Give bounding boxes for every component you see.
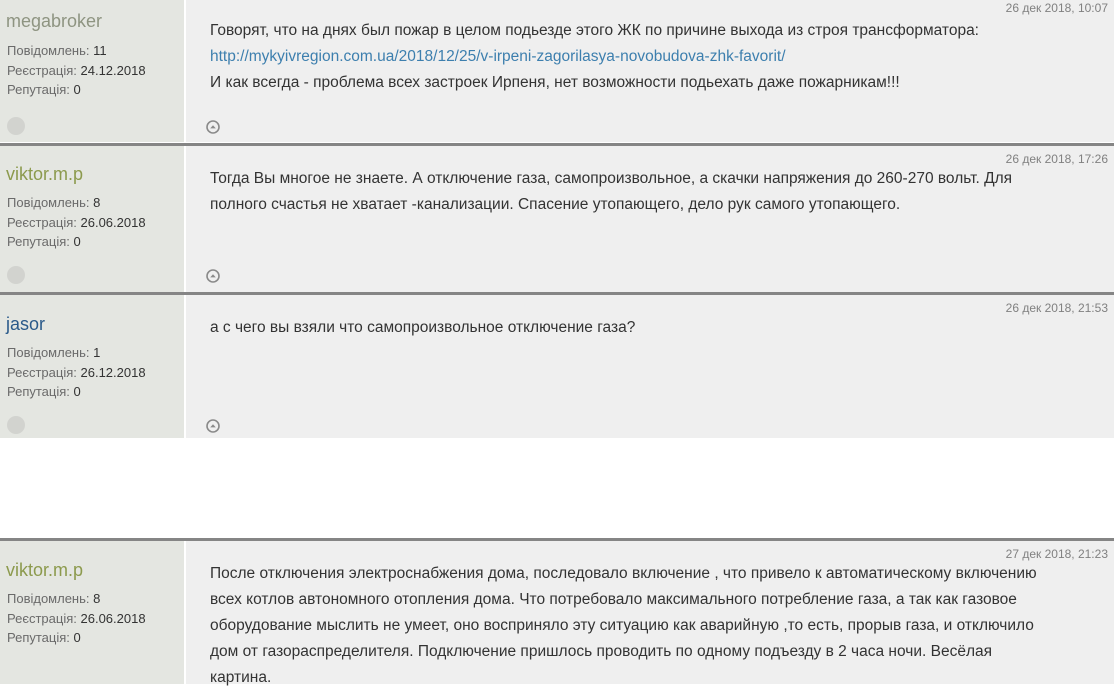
- posts-count: 1: [93, 345, 101, 360]
- online-status-icon: [7, 266, 25, 284]
- registered-date: 24.12.2018: [80, 62, 146, 78]
- post-date: 26 дек 2018, 10:07: [1005, 1, 1108, 15]
- reputation-label: Репутація:: [7, 630, 70, 645]
- username-link[interactable]: viktor.m.p: [6, 164, 84, 184]
- posts-label: Повідомлень:: [7, 591, 90, 606]
- user-stats: [7, 41, 146, 100]
- reputation-value: 0: [73, 82, 81, 97]
- message-pane: [186, 541, 1114, 684]
- forum-post: [0, 538, 1114, 684]
- registered-label: Реєстрація:: [7, 214, 77, 230]
- user-info-pane: [0, 541, 186, 684]
- posts-label: Повідомлень:: [7, 345, 90, 360]
- scroll-to-top-icon[interactable]: [206, 120, 220, 134]
- post-text-line: Говорят, что на днях был пожар в целом подьезде этого ЖК по причине выхода из строя трансформатора:: [210, 22, 979, 39]
- post-date: 27 дек 2018, 21:23: [1005, 547, 1108, 561]
- post-link[interactable]: http://mykyivregion.com.ua/2018/12/25/v-irpeni-zagorilasya-novobudova-zhk-favorit/: [210, 48, 786, 65]
- reputation-label: Репутація:: [7, 384, 70, 399]
- post-body: Тогда Вы многое не знаете. А отключение газа, самопроизвольное, а скачки напряжения до 260-270 вольт. Для полного счастья не хватает -канализации. Спасение утопающего, дело рук самого утопающего.: [210, 170, 1013, 213]
- message-pane: [186, 146, 1114, 292]
- post-date: 26 дек 2018, 17:26: [1005, 152, 1108, 166]
- posts-label: Повідомлень:: [7, 195, 90, 210]
- username-link[interactable]: jasor: [6, 314, 46, 334]
- message-pane: [186, 295, 1114, 438]
- forum-post: [0, 0, 1114, 142]
- posts-count: 8: [93, 591, 101, 606]
- registered-label: Реєстрація:: [7, 610, 77, 626]
- scroll-to-top-icon[interactable]: [206, 269, 220, 283]
- user-stats: [7, 343, 146, 402]
- forum-post: [0, 143, 1114, 292]
- post-date: 26 дек 2018, 21:53: [1005, 301, 1108, 315]
- registered-label: Реєстрація:: [7, 364, 77, 380]
- username-link[interactable]: megabroker: [6, 11, 103, 31]
- user-stats: [7, 589, 146, 648]
- message-pane: [186, 0, 1114, 142]
- post-text-line: И как всегда - проблема всех застроек Ирпеня, нет возможности подьехать даже пожарникам!!!: [210, 74, 900, 91]
- forum-post: [0, 292, 1114, 438]
- post-body: а с чего вы взяли что самопроизвольное отключение газа?: [210, 319, 636, 336]
- registered-date: 26.12.2018: [80, 364, 146, 380]
- user-info-pane: [0, 295, 186, 438]
- online-status-icon: [7, 117, 25, 135]
- user-info-pane: [0, 146, 186, 292]
- posts-count: 8: [93, 195, 101, 210]
- online-status-icon: [7, 416, 25, 434]
- post-body: [210, 18, 1056, 96]
- reputation-label: Репутація:: [7, 82, 70, 97]
- reputation-value: 0: [73, 384, 81, 399]
- post-body: После отключения электроснабжения дома, последовало включение , что привело к автоматическому включению всех котлов автономного отопления дома. Что потребовало максимального потребление газа, а так как газовое оборудование мыслить не умеет, оно восприняло эту ситуацию как аварийную ,то есть, прорыв газа, и отключило дом от газораспределителя. Подключение пришлось проводить по одному подъезду в 2 часа ночи. Весёлая картина.: [210, 565, 1037, 686]
- scroll-to-top-icon[interactable]: [206, 419, 220, 433]
- reputation-value: 0: [73, 630, 81, 645]
- registered-date: 26.06.2018: [80, 214, 146, 230]
- reputation-label: Репутація:: [7, 234, 70, 249]
- registered-date: 26.06.2018: [80, 610, 146, 626]
- username-link[interactable]: viktor.m.p: [6, 560, 84, 580]
- user-stats: [7, 193, 146, 252]
- posts-count: 11: [93, 43, 107, 58]
- user-info-pane: [0, 0, 186, 142]
- reputation-value: 0: [73, 234, 81, 249]
- registered-label: Реєстрація:: [7, 62, 77, 78]
- posts-label: Повідомлень:: [7, 43, 90, 58]
